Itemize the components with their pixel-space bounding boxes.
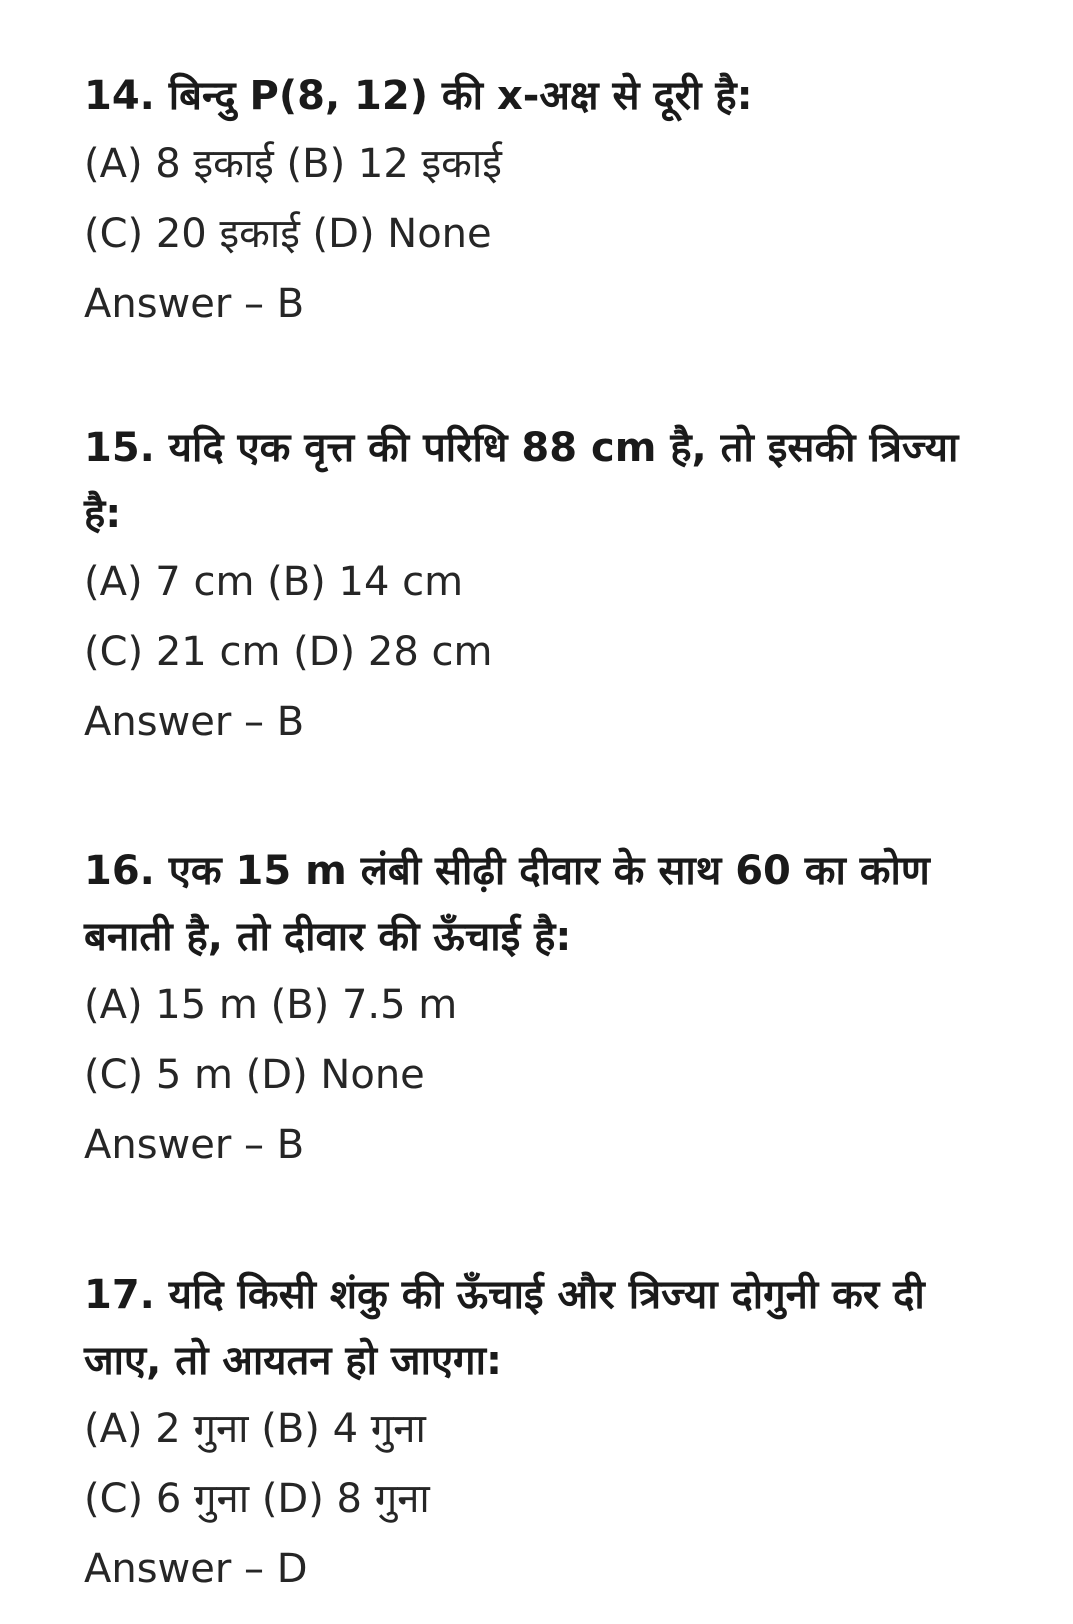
question-title: 17. यदि किसी शंकु की ऊँचाई और त्रिज्या दोगुनी कर दी जाए, तो आयतन हो जाएगा: — [84, 1272, 925, 1384]
options-line-cd: (C) 6 गुना (D) 8 गुना — [84, 1476, 430, 1522]
options-line-cd: (C) 5 m (D) None — [84, 1052, 425, 1098]
question-14 — [84, 63, 964, 339]
options-line-cd: (C) 20 इकाई (D) None — [84, 211, 492, 257]
question-title: 15. यदि एक वृत्त की परिधि 88 cm है, तो इसकी त्रिज्या है: — [84, 425, 959, 537]
options-line-cd: (C) 21 cm (D) 28 cm — [84, 629, 493, 675]
question-15 — [84, 415, 964, 757]
question-17 — [84, 1262, 964, 1604]
question-16 — [84, 838, 964, 1180]
options-line-ab: (A) 2 गुना (B) 4 गुना — [84, 1406, 426, 1452]
options-line-ab: (A) 15 m (B) 7.5 m — [84, 982, 458, 1028]
answer-text: Answer – B — [84, 699, 305, 745]
question-title: 14. बिन्दु P(8, 12) की x-अक्ष से दूरी है: — [84, 73, 753, 119]
answer-text: Answer – B — [84, 281, 305, 327]
options-line-ab: (A) 7 cm (B) 14 cm — [84, 559, 464, 605]
question-title: 16. एक 15 m लंबी सीढ़ी दीवार के साथ 60 का कोण बनाती है, तो दीवार की ऊँचाई है: — [84, 848, 930, 960]
answer-text: Answer – B — [84, 1122, 305, 1168]
answer-text: Answer – D — [84, 1546, 308, 1592]
options-line-ab: (A) 8 इकाई (B) 12 इकाई — [84, 141, 502, 187]
